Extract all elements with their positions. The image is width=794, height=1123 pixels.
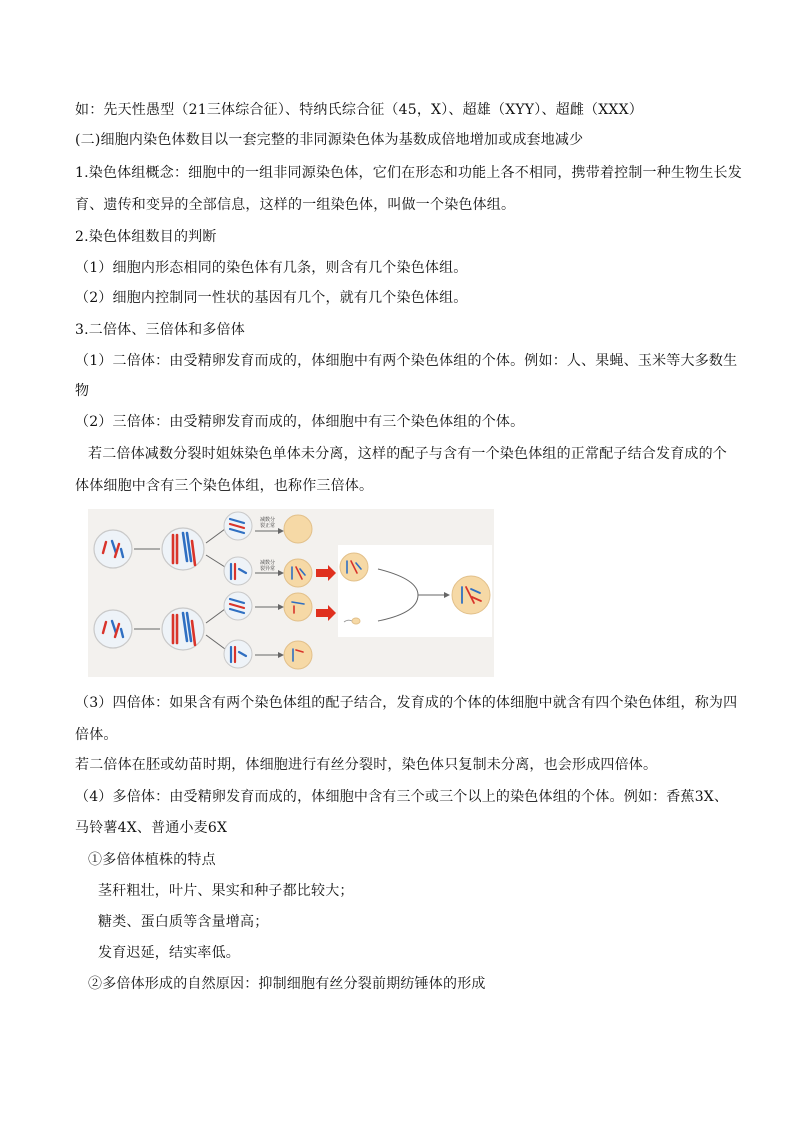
label-meiosis-abnormal-1: 减数分 <box>260 560 276 566</box>
label-meiosis-normal-1: 减数分 <box>260 517 276 523</box>
trait-line-2: 糖类、蛋白质等含量增高； <box>98 914 269 930</box>
section-heading-2: 2.染色体组数目的判断 <box>75 229 217 245</box>
text-line-2: (二)细胞内染色体数目以一套完整的非同源染色体为基数成倍地增加或成套地减少 <box>75 132 584 148</box>
text-line-14: （3）四倍体：如果含有两个染色体组的配子结合，发育成的个体的体细胞中就含有四个染色体组，称为四 <box>75 695 738 711</box>
subheading-polyploid-traits: ①多倍体植株的特点 <box>88 852 216 868</box>
subheading-natural-cause: ②多倍体形成的自然原因：抑制细胞有丝分裂前期纺锤体的形成 <box>88 976 486 992</box>
label-meiosis-abnormal-2: 裂异常 <box>260 566 276 572</box>
triploid-formation-diagram <box>88 509 494 677</box>
text-line-9: （1）二倍体：由受精卵发育而成的，体细胞中有两个染色体组的个体。例如：人、果蝇、玉米等大多数生 <box>75 353 738 369</box>
text-line-16: 若二倍体在胚或幼苗时期，体细胞进行有丝分裂时，染色体只复制未分离，也会形成四倍体。 <box>75 757 658 773</box>
text-line-3: 1.染色体组概念：细胞中的一组非同源染色体，它们在形态和功能上各不相同，携带着控制一种生物生长发 <box>75 165 742 181</box>
text-line-18: 马铃薯4X、普通小麦6X <box>75 820 228 836</box>
trait-line-1: 茎秆粗壮，叶片、果实和种子都比较大； <box>98 883 354 899</box>
text-line-1: 如：先天性愚型（21三体综合征）、特纳氏综合征（45，X）、超雄（XYY）、超雌（XXX） <box>75 102 643 118</box>
text-line-12: 若二倍体减数分裂时姐妹染色单体未分离，这样的配子与含有一个染色体组的正常配子结合发育成的个 <box>88 446 727 462</box>
text-line-15: 倍体。 <box>75 727 118 743</box>
text-line-7: （2）细胞内控制同一性状的基因有几个，就有几个染色体组。 <box>75 290 468 306</box>
text-line-17: （4）多倍体：由受精卵发育而成的，体细胞中含有三个或三个以上的染色体组的个体。例如：香蕉3X、 <box>75 789 729 805</box>
text-line-6: （1）细胞内形态相同的染色体有几条，则含有几个染色体组。 <box>75 260 468 276</box>
text-line-13: 体体细胞中含有三个染色体组，也称作三倍体。 <box>75 478 374 494</box>
text-line-4: 育、遗传和变异的全部信息，这样的一组染色体，叫做一个染色体组。 <box>75 197 516 213</box>
section-heading-3: 3.二倍体、三倍体和多倍体 <box>75 322 245 338</box>
trait-line-3: 发育迟延，结实率低。 <box>98 945 240 961</box>
text-line-11: （2）三倍体：由受精卵发育而成的，体细胞中有三个染色体组的个体。 <box>75 414 525 430</box>
text-line-10: 物 <box>75 383 90 399</box>
label-meiosis-normal-2: 裂正常 <box>260 523 276 529</box>
